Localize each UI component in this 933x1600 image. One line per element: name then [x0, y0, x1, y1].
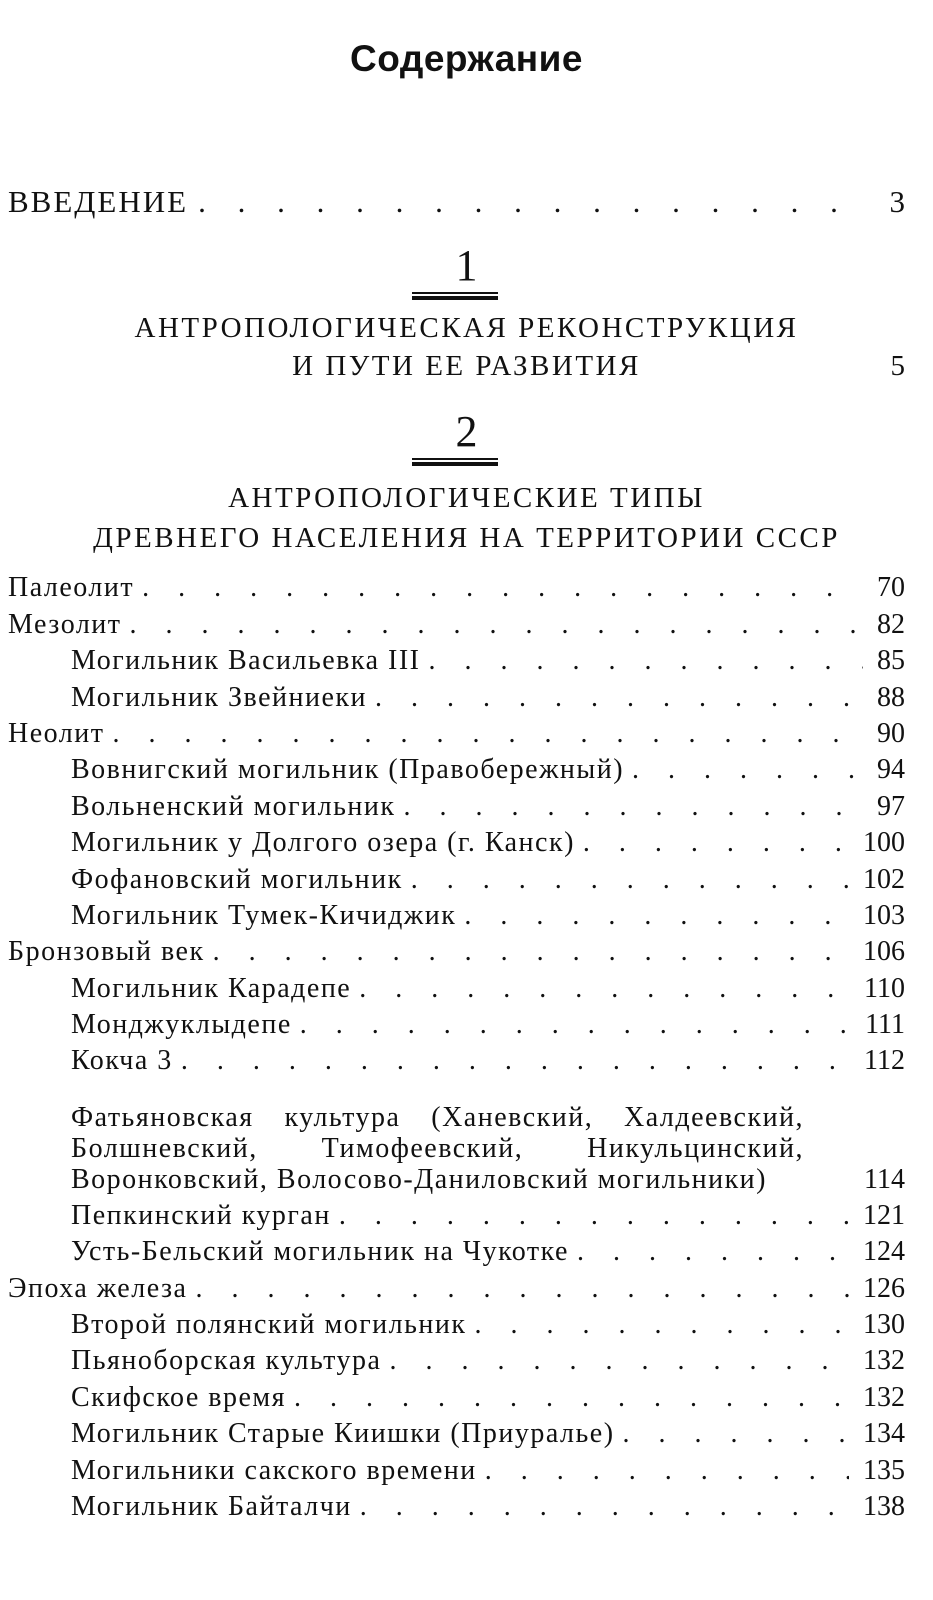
toc-entry-label: Усть-Бельский могильник на Чукотке: [71, 1236, 569, 1268]
toc-entry[interactable]: [8, 1268, 905, 1304]
toc-page-number: 103: [863, 899, 905, 931]
toc-page-number: 138: [863, 1490, 905, 1522]
toc-subentry[interactable]: [8, 859, 905, 895]
toc-subentry[interactable]: [8, 677, 905, 713]
toc-entry-label: Могильники сакского времени: [71, 1454, 477, 1486]
toc-entry-label: Могильник у Долгого озера (г. Канск): [71, 827, 575, 859]
part-divider: [412, 292, 498, 300]
toc-entry[interactable]: [8, 932, 905, 968]
toc-entry-introduction[interactable]: [8, 180, 905, 220]
dot-leader: [624, 754, 863, 786]
toc-entry-label: ВВЕДЕНИЕ: [8, 184, 189, 219]
dot-leader: [466, 1309, 849, 1341]
toc-entry-label: Фатьяновская культура (Ханевский, Халдеевский, Болшневский, Тимофеевский, Никульцинский, Воронковский, Волосово-Даниловский могильники): [71, 1102, 805, 1196]
dot-leader: [122, 609, 863, 641]
toc-page-number: 121: [863, 1199, 905, 1231]
toc-subentry[interactable]: [8, 1341, 905, 1377]
part-title-line: АНТРОПОЛОГИЧЕСКАЯ РЕКОНСТРУКЦИЯ: [134, 312, 799, 344]
part-divider: [412, 458, 498, 466]
dot-leader: [477, 1455, 849, 1487]
part-title-line: И ПУТИ ЕЕ РАЗВИТИЯ: [292, 350, 641, 382]
toc-subentry[interactable]: [8, 1487, 905, 1523]
toc-page-number: 112: [864, 1045, 905, 1077]
toc-page-number: 130: [863, 1309, 905, 1341]
part-title-line: ДРЕВНЕГО НАСЕЛЕНИЯ НА ТЕРРИТОРИИ СССР: [93, 522, 840, 554]
toc-subentry[interactable]: [8, 823, 905, 859]
toc-subentry[interactable]: [8, 1450, 905, 1486]
toc-subentry[interactable]: [8, 1305, 905, 1341]
toc-entry-label: Пьяноборская культура: [71, 1345, 382, 1377]
toc-page-number: 106: [863, 936, 905, 968]
dot-leader: [381, 1345, 849, 1377]
part-number: 1: [455, 241, 478, 290]
toc-subentry[interactable]: [8, 1041, 905, 1077]
toc-entry-label: Пепкинский курган: [71, 1199, 331, 1231]
toc-entry-label: Неолит: [8, 717, 105, 749]
dot-leader: [292, 1009, 851, 1041]
part-page-number: 5: [890, 350, 905, 382]
toc-subentry[interactable]: [8, 1005, 905, 1041]
dot-leader: [352, 1491, 849, 1523]
toc-entry[interactable]: [8, 714, 905, 750]
toc-subentry[interactable]: [8, 968, 905, 1004]
toc-page-number: 100: [863, 827, 905, 859]
dot-leader: [575, 827, 849, 859]
toc-page-number: 3: [889, 184, 905, 219]
toc-page-number: 111: [865, 1009, 905, 1041]
dot-leader: [403, 864, 849, 896]
toc-page-number: 102: [863, 863, 905, 895]
toc-entry[interactable]: [8, 568, 905, 604]
dot-leader: [456, 900, 849, 932]
toc-list: [8, 568, 905, 1523]
toc-entry-label: Бронзовый век: [8, 936, 205, 968]
toc-subentry[interactable]: [8, 1377, 905, 1413]
toc-entry-label: Вовнигский могильник (Правобережный): [71, 754, 625, 786]
toc-page-number: 134: [863, 1418, 905, 1450]
toc-subentry[interactable]: [8, 1232, 905, 1268]
toc-entry-label: Могильник Васильевка III: [71, 645, 421, 677]
toc-entry-label: Могильник Звейниеки: [71, 681, 367, 713]
toc-page-number: 85: [877, 645, 905, 677]
dot-leader: [134, 572, 863, 604]
toc-entry-label: Мезолит: [8, 608, 122, 640]
toc-page-number: 88: [877, 681, 905, 713]
toc-entry-label: Могильник Карадепе: [71, 972, 352, 1004]
toc-entry-label: Кокча 3: [71, 1045, 173, 1077]
dot-leader: [569, 1236, 849, 1268]
dot-leader: [187, 1273, 849, 1305]
dot-leader: [173, 1045, 850, 1077]
dot-leader: [395, 791, 863, 823]
toc-page-number: 82: [877, 608, 905, 640]
dot-leader: [367, 682, 863, 714]
part-title-line: АНТРОПОЛОГИЧЕСКИЕ ТИПЫ: [228, 482, 705, 514]
toc-entry-label: Скифское время: [71, 1381, 287, 1413]
toc-subentry[interactable]: [8, 896, 905, 932]
toc-entry-label: Могильник Тумек-Кичиджик: [71, 899, 457, 931]
toc-page-number: 114: [864, 1164, 905, 1196]
dot-leader: [104, 718, 863, 750]
toc-entry-label: Монджуклыдепе: [71, 1009, 292, 1041]
toc-subentry[interactable]: [8, 641, 905, 677]
dot-leader: [205, 936, 849, 968]
toc-page-number: 97: [877, 790, 905, 822]
toc-entry-label: Палеолит: [8, 572, 135, 604]
toc-page-number: 126: [863, 1272, 905, 1304]
toc-entry-label: Второй полянский могильник: [71, 1309, 467, 1341]
toc-subentry[interactable]: [8, 750, 905, 786]
toc-subentry[interactable]: [8, 1077, 905, 1195]
dot-leader: [615, 1418, 849, 1450]
toc-entry-label: Могильник Старые Киишки (Приуралье): [71, 1418, 615, 1450]
dot-leader: [331, 1200, 849, 1232]
toc-page-number: 124: [863, 1236, 905, 1268]
toc-entry-label: Эпоха железа: [8, 1272, 188, 1304]
toc-entry-label: Фофановский могильник: [71, 863, 403, 895]
toc-page-number: 94: [877, 754, 905, 786]
toc-page-number: 132: [863, 1381, 905, 1413]
toc-subentry[interactable]: [8, 1414, 905, 1450]
toc-entry-label: Вольненский могильник: [71, 790, 396, 822]
toc-subentry[interactable]: [8, 786, 905, 822]
toc-page-number: 132: [863, 1345, 905, 1377]
dot-leader: [286, 1382, 849, 1414]
toc-subentry[interactable]: [8, 1195, 905, 1231]
toc-page-number: 90: [877, 717, 905, 749]
toc-entry[interactable]: [8, 604, 905, 640]
toc-page-number: 110: [864, 972, 905, 1004]
dot-leader: [188, 184, 869, 220]
page-title: Содержание: [350, 38, 583, 79]
part-number: 2: [455, 407, 478, 456]
toc-page-number: 135: [863, 1454, 905, 1486]
toc-page-number: 70: [877, 572, 905, 604]
dot-leader: [420, 645, 863, 677]
toc-entry-label: Могильник Байталчи: [71, 1490, 352, 1522]
dot-leader: [351, 973, 850, 1005]
